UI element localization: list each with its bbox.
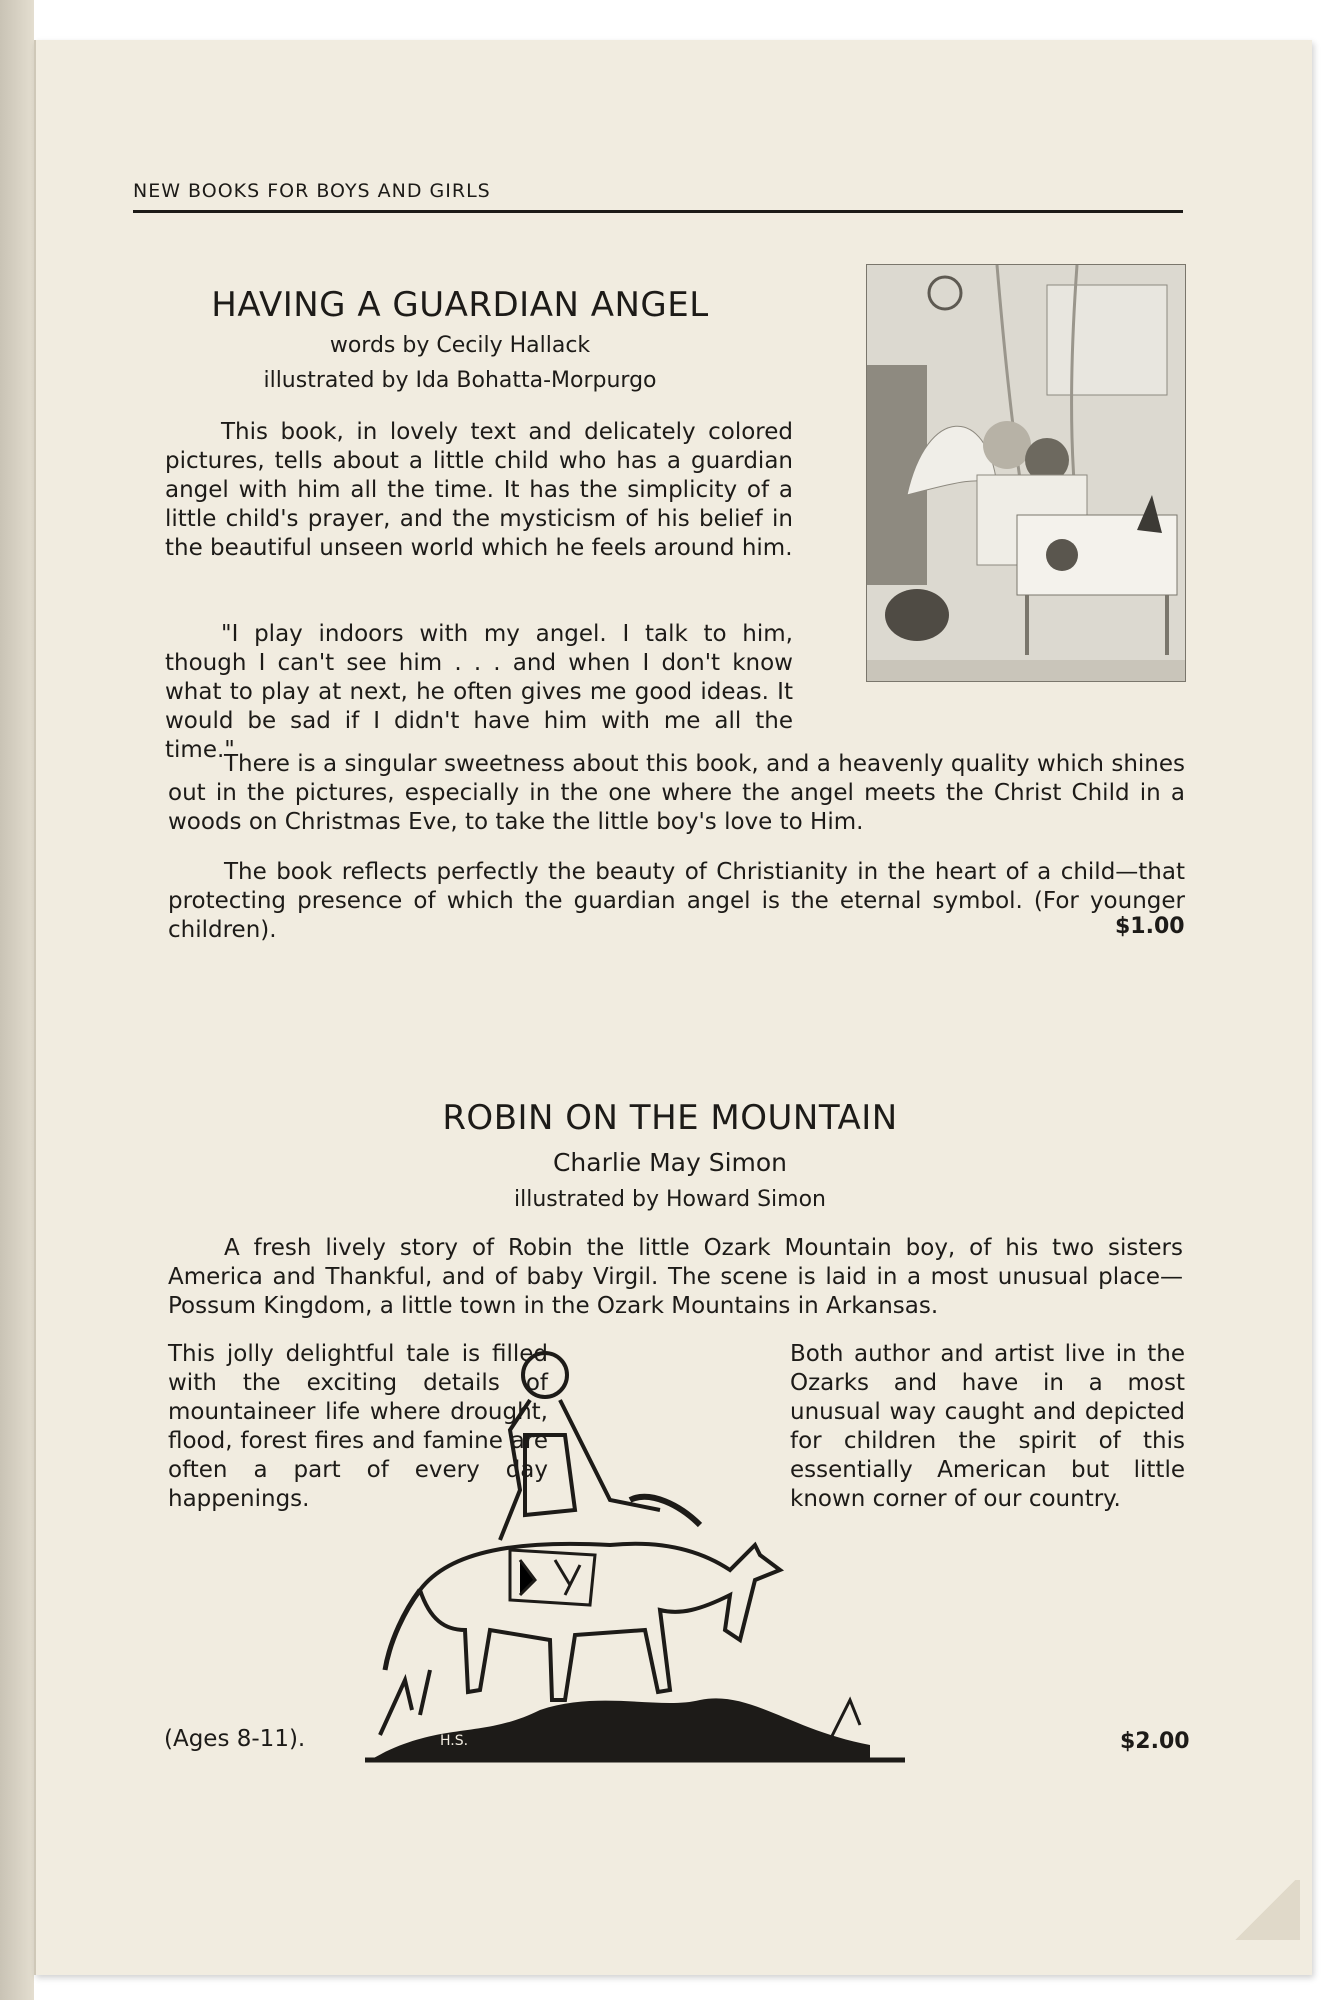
book1-author: words by Cecily Hallack bbox=[329, 333, 591, 358]
book2-right-column: Both author and artist live in the Ozarks and have in a most unusual way caught and depicted for children the spirit of this essentially American but little known corner of our country. bbox=[790, 1341, 1185, 1512]
folded-page-corner bbox=[1230, 1880, 1300, 1940]
book1-quote: "I play indoors with my angel. I talk to him, though I can't see him . . . and when I don't know what to play at next, he often gives me good ideas. It would be sad if I didn't have him with me all the time." bbox=[165, 621, 793, 763]
book1-paragraph: This book, in lovely text and delicately colored pictures, tells about a little child who has a guardian angel with him all the time. It has the simplicity of a little child's prayer, and the mysticism of his belief in the beautiful unseen world which he feels around him. bbox=[165, 419, 793, 561]
running-head: NEW BOOKS FOR BOYS AND GIRLS bbox=[133, 180, 1183, 213]
book2-author: Charlie May Simon bbox=[552, 1148, 788, 1177]
book2-intro: A fresh lively story of Robin the little Ozark Mountain boy, of his two sisters America and Thankful, and of baby Virgil. The scene is laid in a most unusual place—Possum Kingdom, a little town in the Ozark Mountains in Arkansas. bbox=[168, 1235, 1183, 1319]
book1-price: $1.00 bbox=[1115, 914, 1185, 939]
book2-ages: (Ages 8-11). bbox=[164, 1726, 306, 1752]
book1-illustrator: illustrated by Ida Bohatta-Morpurgo bbox=[263, 368, 657, 393]
book2-price: $2.00 bbox=[1120, 1729, 1190, 1754]
book2-left-column: This jolly delightful tale is filled with the exciting details of mountaineer life where drought, flood, forest fires and famine are often a part of every day happenings. bbox=[168, 1341, 548, 1512]
book1-title: HAVING A GUARDIAN ANGEL bbox=[211, 285, 709, 325]
book2-title: ROBIN ON THE MOUNTAIN bbox=[442, 1098, 898, 1138]
artist-initials: H.S. bbox=[440, 1733, 469, 1749]
book1-paragraph: The book reflects perfectly the beauty of Christianity in the heart of a child—that protecting presence of which the guardian angel is the eternal symbol. (For younger children). bbox=[168, 859, 1185, 943]
book1-paragraph: There is a singular sweetness about this book, and a heavenly quality which shines out in the pictures, especially in the one where the angel meets the Christ Child in a woods on Christmas Eve, to take the little boy's love to Him. bbox=[168, 751, 1185, 835]
robin-donkey-illustration bbox=[360, 1340, 920, 1780]
guardian-angel-illustration bbox=[866, 264, 1186, 682]
book2-illustrator: illustrated by Howard Simon bbox=[514, 1187, 826, 1212]
page-gutter-shadow bbox=[0, 0, 34, 2000]
